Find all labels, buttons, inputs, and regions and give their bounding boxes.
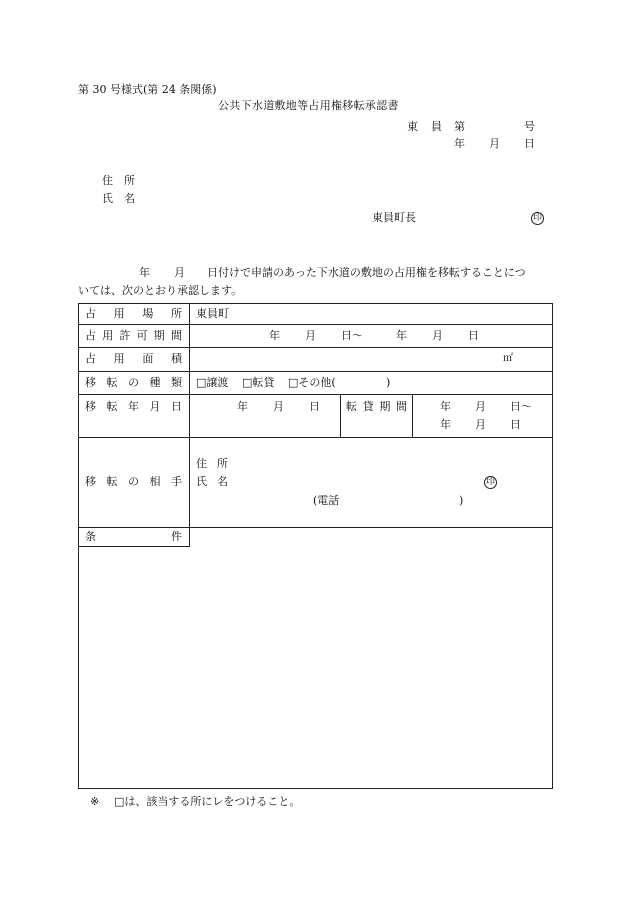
approval-table: 占 用 場 所 東員町 占 用 許 可 期 間 年 月 日〜 年 月 日 占 用 面 積 ㎡ 移 転 の 種 類 □譲渡 □転貸 □その他( ) 移 転 年 月 日 年 月 日 転 貸 期 間 年 月 日〜 年 月 日 移 転 の 相 手 住 所 氏 名 印 (電話 ) 条 件 bbox=[78, 303, 553, 789]
sublease-period-label: 転 貸 期 間 bbox=[346, 400, 407, 413]
area-label: 占 用 面 積 bbox=[85, 352, 182, 365]
row-divider bbox=[79, 527, 552, 528]
transferee-label: 移 転 の 相 手 bbox=[85, 475, 182, 488]
option-sublease[interactable]: □転貸 bbox=[242, 376, 275, 389]
conditions-label-bottom bbox=[79, 546, 189, 547]
row-divider bbox=[79, 394, 552, 395]
option-other-close: ) bbox=[386, 376, 391, 389]
option-other[interactable]: □その他( bbox=[288, 376, 336, 389]
option-transfer[interactable]: □譲渡 bbox=[196, 376, 229, 389]
seal-mark: 印 bbox=[532, 213, 542, 223]
row-divider bbox=[79, 324, 552, 325]
transfer-date-label: 移 転 年 月 日 bbox=[85, 400, 182, 413]
period-label: 占 用 許 可 期 間 bbox=[85, 329, 182, 342]
issuer-title: 東員町長 bbox=[372, 211, 416, 224]
location-value: 東員町 bbox=[196, 307, 229, 320]
label-column-divider bbox=[189, 304, 190, 547]
row-divider bbox=[79, 371, 552, 372]
document-title: 公共下水道敷地等占用権移転承認書 bbox=[218, 99, 399, 112]
issuer-seal bbox=[531, 210, 544, 225]
row-divider bbox=[79, 347, 552, 348]
phone-close: ) bbox=[459, 494, 464, 507]
location-label: 占 用 場 所 bbox=[85, 307, 182, 320]
document-page: 第 30 号様式(第 24 条関係) 公共下水道敷地等占用権移転承認書 東 員 第 号 年 月 日 住 所 氏 名 東員町長 印 年 月 日付けで申請のあった下水道の敷地の占用権を移転することにつ いては、次のとおり承認します。 占 用 場 所 東員町 占 用 許 可 期 間 年 月 日〜 年 月 日 占 用 面 積 ㎡ 移 転 の 種 類 □譲渡 □転貸 □その他( ) 移 転 年 月 日 年 月 日 転 貸 期 間 年 月 日〜 年 月 日 移 転 の 相 手 住 所 氏 名 印 (電話 ) 条 件 ※ □は、該当する所にレをつけること。 bbox=[0, 0, 630, 903]
phone-label: (電話 bbox=[313, 494, 340, 507]
row-divider bbox=[79, 437, 552, 438]
form-number: 第 30 号様式(第 24 条関係) bbox=[78, 83, 217, 96]
seal-mark: 印 bbox=[485, 477, 495, 487]
conditions-label: 条 件 bbox=[85, 530, 182, 543]
column-divider bbox=[412, 394, 413, 437]
transfer-type-label: 移 転 の 種 類 bbox=[85, 376, 182, 389]
transferee-seal bbox=[484, 474, 497, 489]
area-unit: ㎡ bbox=[503, 353, 513, 364]
